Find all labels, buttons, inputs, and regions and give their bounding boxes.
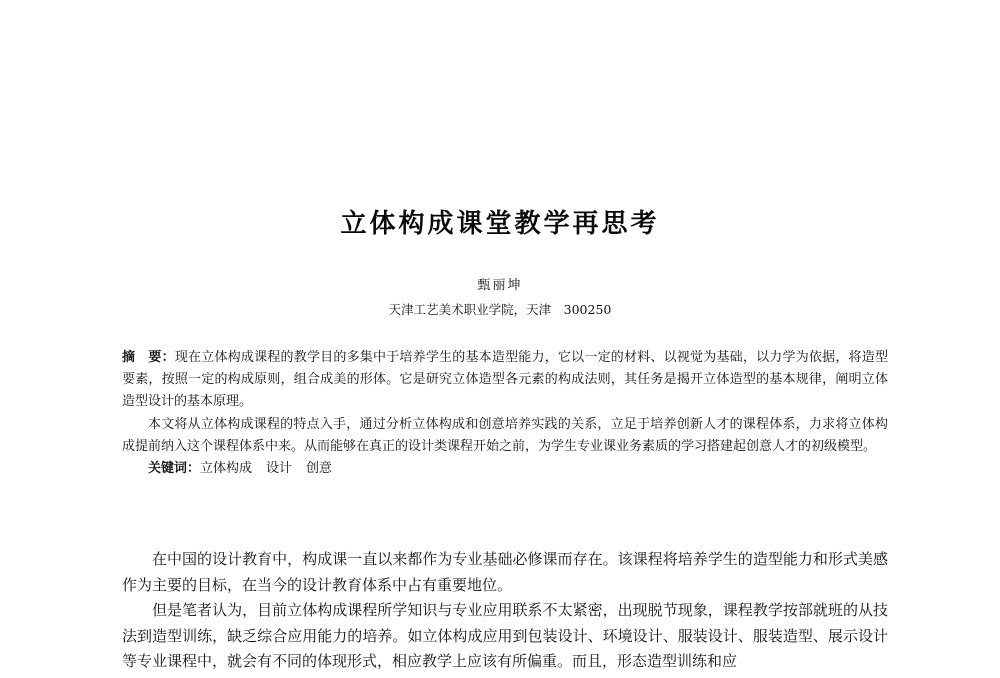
abstract-text-1: 现在立体构成课程的教学目的多集中于培养学生的基本造型能力，它以一定的材料、以视觉为基础，以力学为依据，将造型要素，按照一定的构成原则，组合成美的形体。它是研究立体造型各元素的构成法则，其任务是揭开立体造型的基本规律，阐明立体造型设计的基本原理。	[122, 350, 888, 410]
abstract-paragraph-2: 本文将从立体构成课程的特点入手，通过分析立体构成和创意培养实践的关系，立足于培养创新人才的课程体系，力求将立体构成提前纳入这个课程体系中来。从而能够在真正的设计类课程开始之前，为学生专业课业务素质的学习搭建起创意人才的初级模型。	[122, 416, 888, 454]
keywords-label: 关键词：	[148, 461, 201, 477]
keyword: 立体构成	[200, 461, 253, 477]
paper-title: 立体构成课堂教学再思考	[340, 209, 660, 239]
keyword: 创意	[306, 461, 333, 477]
keyword: 设计	[266, 461, 293, 477]
body-paragraph-2: 但是笔者认为，目前立体构成课程所学知识与专业应用联系不太紧密，出现脱节现象，课程教学按部就班的从技法到造型训练，缺乏综合应用能力的培养。如立体构成应用到包装设计、环境设计、服装设计、服装造型、展示设计等专业课程中，就会有不同的体现形式，相应教学上应该有所偏重。而且，形态造型训练和应	[122, 601, 888, 670]
paper-affiliation: 天津工艺美术职业学院，天津 300250	[388, 302, 612, 317]
body-text	[122, 547, 888, 675]
abstract-paragraph-1	[122, 347, 888, 414]
body-paragraph-1: 在中国的设计教育中，构成课一直以来都作为专业基础必修课而存在。该课程将培养学生的造型能力和形式美感作为主要的目标，在当今的设计教育体系中占有重要地位。	[122, 550, 888, 594]
paper-author: 甄丽坤	[477, 278, 523, 293]
abstract-section	[122, 347, 888, 480]
keywords-line	[122, 458, 888, 480]
abstract-label: 摘 要：	[122, 350, 175, 365]
